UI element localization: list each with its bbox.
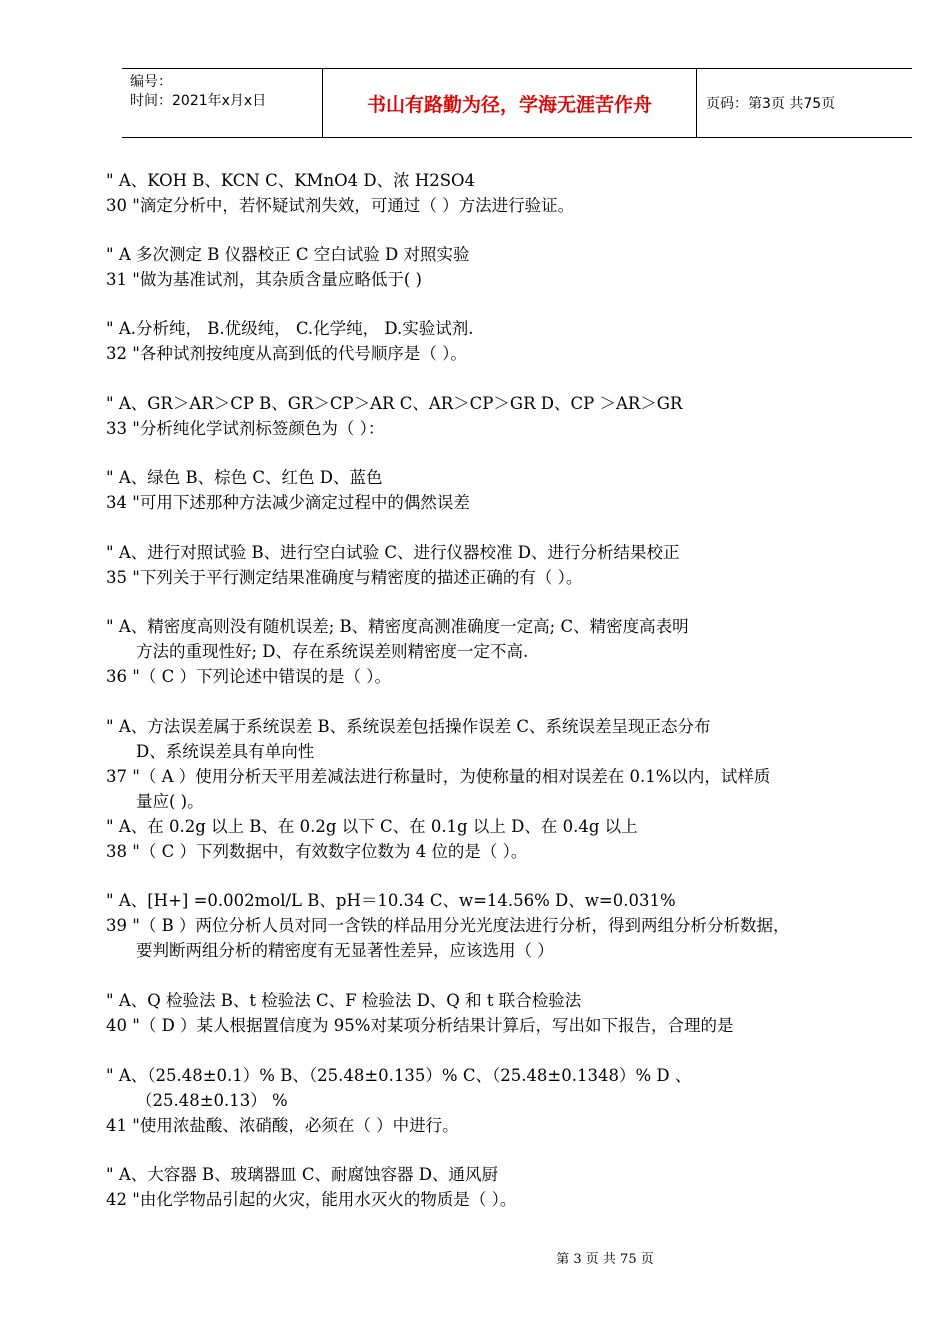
page-footer: 第 3 页 共 75 页 (556, 1252, 654, 1267)
options-line: " A、精密度高则没有随机误差; B、精密度高测准确度一定高; C、精密度高表明 (106, 617, 689, 636)
question-line: 38 "（ C ）下列数据中，有效数字位数为 4 位的是（ ）。 (106, 842, 528, 861)
header-divider (696, 69, 697, 137)
continuation-line: （25.48±0.13） % (136, 1091, 288, 1110)
document-number-label: 编号： (130, 74, 172, 90)
question-line: 31 "做为基准试剂，其杂质含量应略低于( ) (106, 270, 422, 289)
options-line: " A 多次测定 B 仪器校正 C 空白试验 D 对照实验 (106, 245, 470, 264)
options-line: " A、KOH B、KCN C、KMnO4 D、浓 H2SO4 (106, 171, 476, 190)
options-line: " A、（25.48±0.1）% B、（25.48±0.135）% C、（25.48±0.1348）% D 、 (106, 1066, 692, 1085)
options-line: " A、在 0.2g 以上 B、在 0.2g 以下 C、在 0.1g 以上 D、在 0.4g 以上 (106, 817, 638, 836)
header-motto: 书山有路勤为径，学海无涯苦作舟 (366, 93, 652, 116)
header-page-number: 页码：第3页 共75页 (706, 96, 836, 112)
question-line: 35 "下列关于平行测定结果准确度与精密度的描述正确的有（ ）。 (106, 568, 583, 587)
continuation-line: 量应( )。 (136, 792, 204, 811)
page-header (122, 68, 912, 138)
options-line: " A、[H+] =0.002mol/L B、pH＝10.34 C、w=14.56% D、w=0.031% (106, 891, 676, 910)
question-line: 34 "可用下述那种方法减少滴定过程中的偶然误差 (106, 493, 470, 512)
question-line: 42 "由化学物品引起的火灾，能用水灭火的物质是（ ）。 (106, 1190, 517, 1209)
continuation-line: D、系统误差具有单向性 (136, 742, 315, 761)
question-line: 39 "（ B ）两位分析人员对同一含铁的样品用分光光度法进行分析，得到两组分析分析数据， (106, 916, 790, 935)
header-meta (130, 73, 320, 111)
options-line: " A、方法误差属于系统误差 B、系统误差包括操作误差 C、系统误差呈现正态分布 (106, 717, 711, 736)
question-line: 36 "（ C ）下列论述中错误的是（ ）。 (106, 667, 391, 686)
question-line: 41 "使用浓盐酸、浓硝酸，必须在（ ）中进行。 (106, 1116, 459, 1135)
document-time-label: 时间：2021年x月x日 (130, 93, 267, 109)
question-line: 37 "（ A ）使用分析天平用差减法进行称量时，为使称量的相对误差在 0.1%以内，试样质 (106, 767, 771, 786)
question-line: 33 "分析纯化学试剂标签颜色为（ ）： (106, 419, 385, 438)
continuation-line: 方法的重现性好; D、存在系统误差则精密度一定不高. (136, 642, 529, 661)
continuation-line: 要判断两组分析的精密度有无显著性差异，应该选用（ ） (136, 941, 554, 960)
options-line: " A、进行对照试验 B、进行空白试验 C、进行仪器校准 D、进行分析结果校正 (106, 543, 680, 562)
options-line: " A.分析纯， B.优级纯， C.化学纯， D.实验试剂. (106, 319, 474, 338)
options-line: " A、绿色 B、棕色 C、红色 D、蓝色 (106, 468, 383, 487)
options-line: " A、Q 检验法 B、t 检验法 C、F 检验法 D、Q 和 t 联合检验法 (106, 991, 582, 1010)
options-line: " A、大容器 B、玻璃器皿 C、耐腐蚀容器 D、通风厨 (106, 1165, 498, 1184)
question-line: 30 "滴定分析中，若怀疑试剂失效，可通过（ ）方法进行验证。 (106, 196, 575, 215)
question-line: 32 "各种试剂按纯度从高到低的代号顺序是（ ）。 (106, 344, 467, 363)
options-line: " A、GR＞AR＞CP B、GR＞CP＞AR C、AR＞CP＞GR D、CP ＞AR＞GR (106, 394, 683, 413)
question-line: 40 "（ D ）某人根据置信度为 95%对某项分析结果计算后，写出如下报告，合理的是 (106, 1016, 734, 1035)
